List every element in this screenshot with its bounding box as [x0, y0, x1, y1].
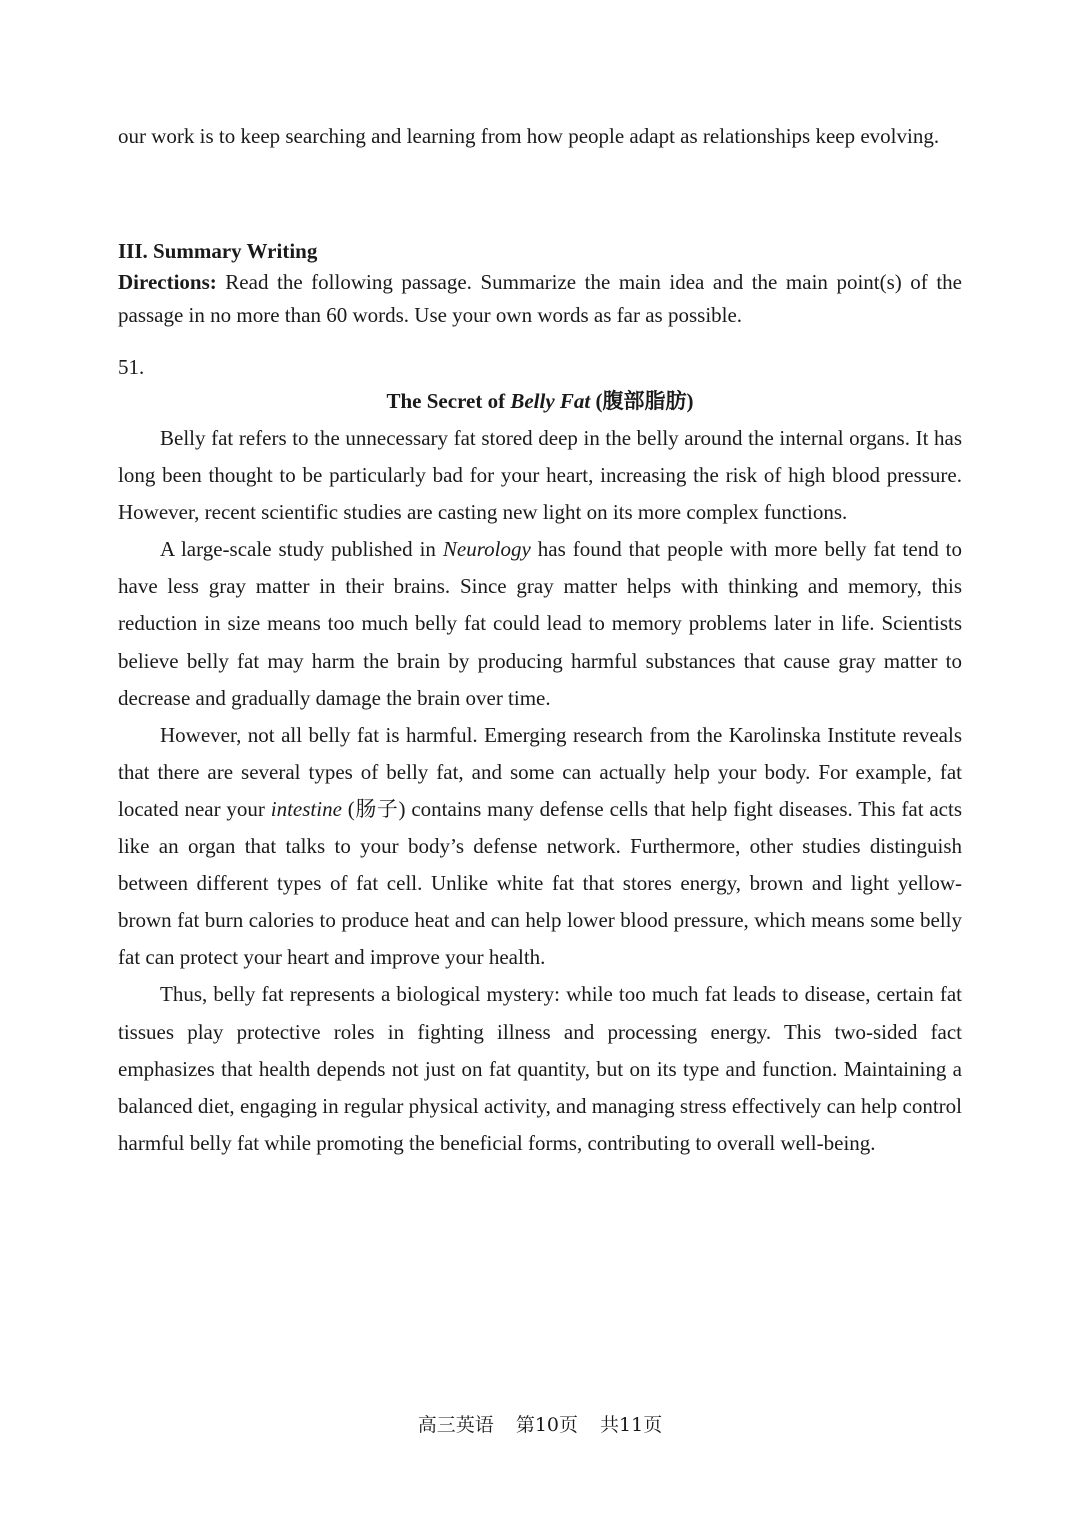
page-footer	[0, 1410, 1080, 1437]
paragraph-2	[118, 531, 962, 716]
passage-title-italic: Belly Fat	[510, 389, 591, 413]
paragraph-3-b: (肠子) contains many defense cells that help fight diseases. This fat acts like an organ that talks to your body’s defense network. Furthermore, other studies distinguish between different types of fat cell. Unlike white fat that stores energy, brown and light yellow-brown fat burn calories to produce heat and can help lower blood pressure, which means some belly fat can protect your heart and improve your health.	[118, 796, 963, 970]
paragraph-1: Belly fat refers to the unnecessary fat stored deep in the belly around the internal organs. It has long been thought to be particularly bad for your heart, increasing the risk of high blood pressure. However, recent scientific studies are casting new light on its more complex functions.	[118, 426, 962, 525]
question-number: 51.	[118, 355, 145, 379]
footer-total: 共11页	[600, 1414, 663, 1436]
directions-label: Directions:	[118, 270, 217, 294]
paragraph-2-b: has found that people with more belly fat tend to have less gray matter in their brains. Since gray matter helps with thinking and memory, this reduction in size means too much belly fat could lead to memory problems later in life. Scientists believe belly fat may harm the brain by producing harmful substances that cause gray matter to decrease and gradually damage the brain over time.	[118, 537, 962, 710]
paragraph-2-a: A large-scale study published in	[160, 537, 443, 562]
paragraph-4: Thus, belly fat represents a biological mystery: while too much fat leads to disease, certain fat tissues play protective roles in fighting illness and processing energy. This two-sided fact emphasizes that health depends not just on fat quantity, but on its type and function. Maintaining a balanced diet, engaging in regular physical activity, and managing stress effectively can help control harmful belly fat while promoting the beneficial forms, contributing to overall well-being.	[118, 982, 962, 1155]
footer-subject: 高三英语	[417, 1414, 494, 1436]
paragraph-2-italic: Neurology	[442, 537, 531, 562]
passage-title	[118, 386, 962, 416]
passage-title-suffix: (腹部脂肪)	[590, 389, 694, 413]
passage-title-prefix: The Secret of	[386, 389, 511, 413]
section-title: III. Summary Writing	[118, 239, 318, 263]
exam-page	[118, 118, 962, 1162]
directions	[118, 266, 962, 332]
directions-text: Read the following passage. Summarize the main idea and the main point(s) of the passage in no more than 60 words. Use your own words as far as possible.	[118, 270, 962, 327]
paragraph-3-italic: intestine	[270, 796, 342, 821]
footer-page: 第10页	[515, 1414, 578, 1436]
continuation-text: our work is to keep searching and learning from how people adapt as relationships keep evolving.	[118, 124, 940, 148]
paragraph-3-a: However, not all belly fat is harmful. Emerging research from the Karolinska Institute reveals that there are several types of belly fat, and some can actually help your body. For example, fat located near your	[118, 722, 962, 821]
paragraph-3	[118, 717, 962, 977]
